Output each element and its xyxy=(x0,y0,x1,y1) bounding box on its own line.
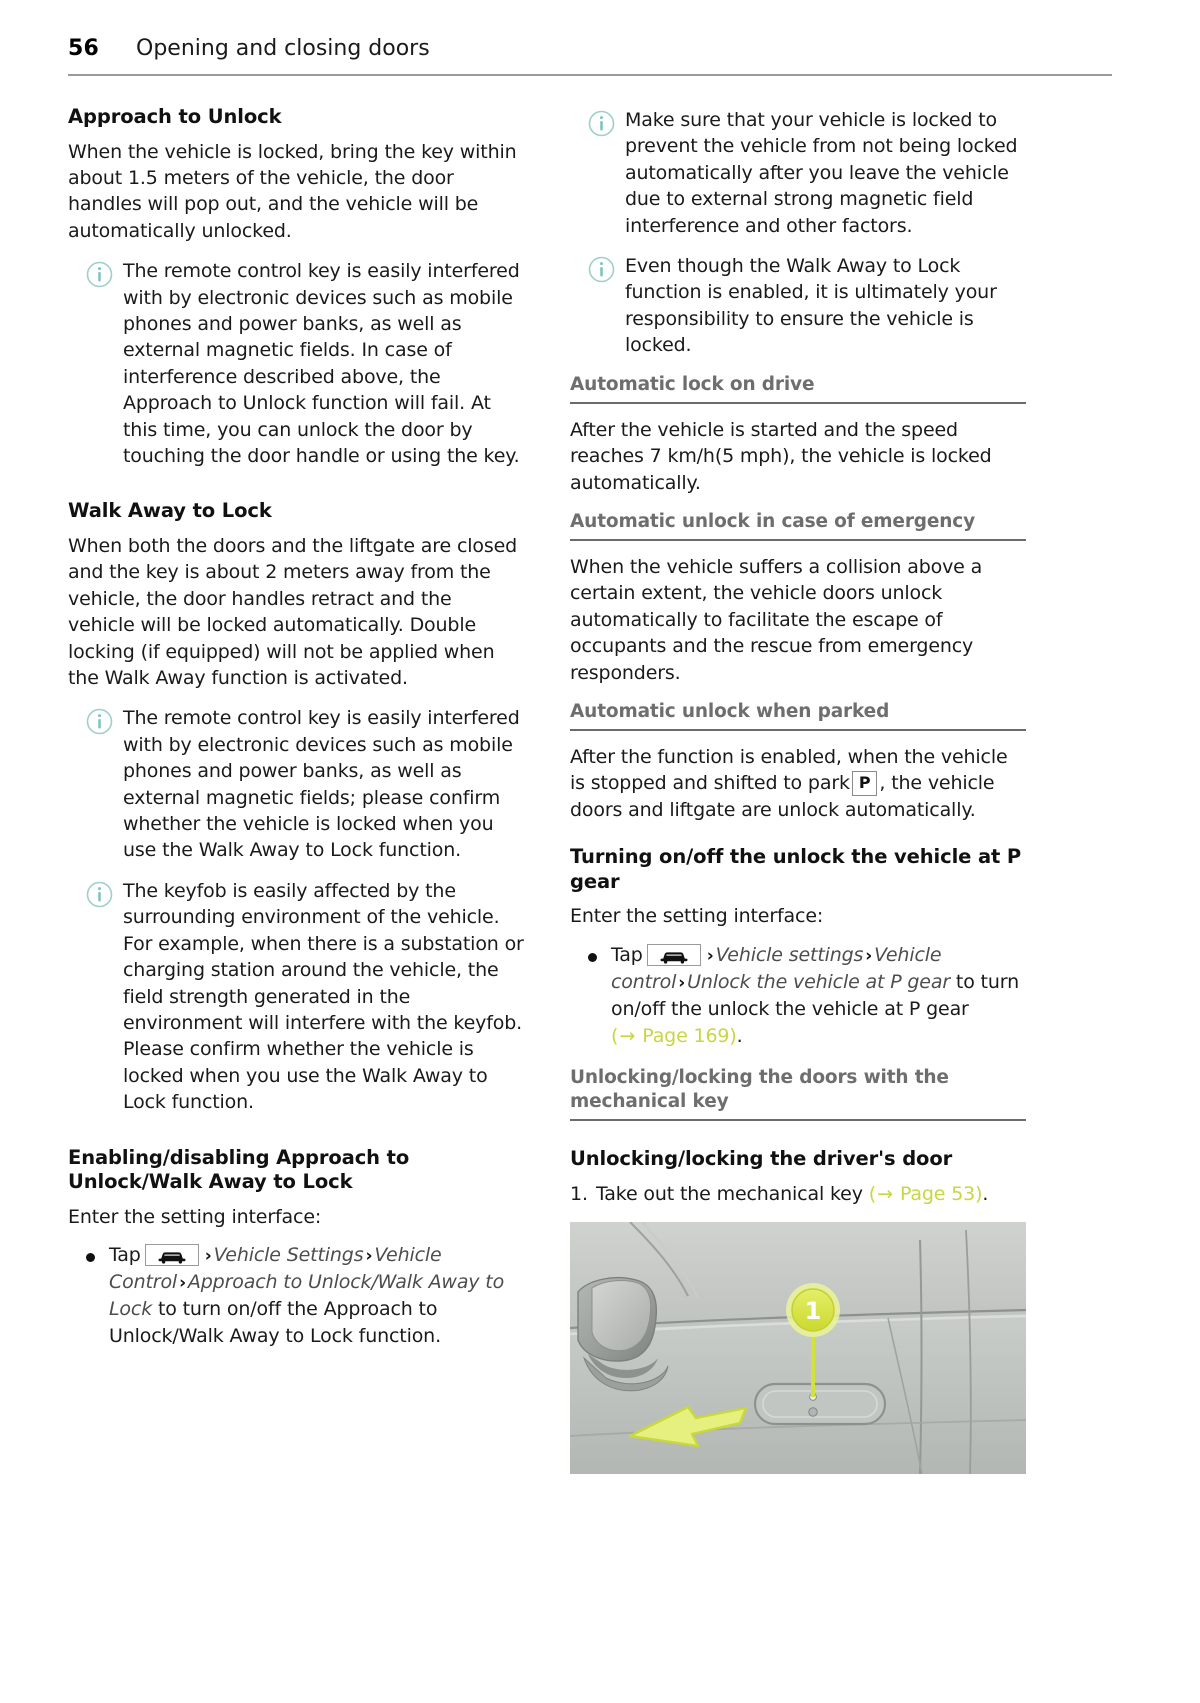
xref-arrow-icon: (→ xyxy=(611,1024,637,1047)
list-item xyxy=(570,1181,1026,1208)
info-note-right-2 xyxy=(588,253,1026,359)
heading-automatic-unlock-parked: Automatic unlock when parked xyxy=(570,700,1026,731)
step-text xyxy=(596,1181,1026,1208)
vehicle-settings-icon[interactable] xyxy=(647,944,701,966)
two-column-body xyxy=(68,105,1114,1474)
bullet-text xyxy=(109,1242,524,1350)
info-note-text: The remote control key is easily interfered with by electronic devices such as mobile phones and power banks, as well as external magnetic fields. In case of interference described above, the Approach to Unlock function will fail. At this time, you can unlock the door by touching the door handle or using the key. xyxy=(123,260,520,468)
paragraph-automatic-lock-on-drive: After the vehicle is started and the speed reaches 7 km/h(5 mph), the vehicle is locked automatically. xyxy=(570,418,992,494)
heading-enabling-disabling: Enabling/disabling Approach to Unlock/Walk Away to Lock xyxy=(68,1145,410,1194)
path-segment-3: Unlock the vehicle at P gear xyxy=(687,970,950,993)
park-gear-badge: P xyxy=(852,771,878,796)
info-note-text: The remote control key is easily interfered with by electronic devices such as mobile phones and power banks, as well as external magnetic fields; please confirm whether the vehicle is locked when you use the Walk Away to Lock function. xyxy=(123,707,520,862)
parked-text-b: , the vehicle doors and liftgate are unlock automatically. xyxy=(570,772,995,821)
heading-automatic-unlock-emergency: Automatic unlock in case of emergency xyxy=(570,510,1026,541)
page-title: Opening and closing doors xyxy=(136,36,430,61)
page-number: 56 xyxy=(68,36,100,61)
bullet-tail-text: to turn on/off the unlock the vehicle at P gear xyxy=(611,970,1019,1020)
heading-unlocking-drivers-door: Unlocking/locking the driver's door xyxy=(570,1146,953,1170)
bullet-list-left xyxy=(86,1242,524,1350)
heading-approach-to-unlock: Approach to Unlock xyxy=(68,105,282,128)
info-icon xyxy=(86,261,113,288)
paragraph-enter-setting-right: Enter the setting interface: xyxy=(570,905,824,928)
chevron-right-icon: › xyxy=(365,1246,373,1267)
bullet-dot-icon xyxy=(588,953,597,962)
step-text-a: Take out the mechanical key xyxy=(596,1183,869,1206)
info-note-approach xyxy=(86,258,524,469)
heading-mechanical-key: Unlocking/locking the doors with the mechanical key xyxy=(570,1066,1026,1121)
numbered-step-list xyxy=(570,1181,1026,1208)
chevron-right-icon: › xyxy=(706,945,714,966)
chevron-right-icon: › xyxy=(678,972,686,993)
xref-page-label: Page 53) xyxy=(899,1183,983,1206)
vehicle-settings-icon[interactable] xyxy=(145,1244,199,1266)
list-item xyxy=(588,942,1026,1050)
bullet-dot-icon xyxy=(86,1253,95,1262)
step-text-b: . xyxy=(982,1183,989,1206)
xref-page-label: Page 169) xyxy=(642,1024,737,1047)
chevron-right-icon: › xyxy=(204,1246,212,1267)
parked-text-a: After the function is enabled, when the vehicle is stopped and shifted to park xyxy=(570,746,1008,795)
chevron-right-icon: › xyxy=(865,945,873,966)
heading-automatic-lock-on-drive: Automatic lock on drive xyxy=(570,373,1026,404)
callout-label: 1 xyxy=(804,1297,822,1326)
path-segment-2: Vehicle control xyxy=(611,943,942,993)
paragraph-automatic-unlock-emergency: When the vehicle suffers a collision above a certain extent, the vehicle doors unlock automatically to facilitate the escape of occupants and the rescue from emergency responders. xyxy=(570,555,983,684)
callout-marker-1 xyxy=(786,1283,840,1337)
page-header xyxy=(68,36,1112,61)
path-segment-1: Vehicle settings xyxy=(715,943,864,966)
right-column xyxy=(570,105,1026,1474)
cross-reference-link[interactable] xyxy=(869,1183,983,1205)
bullet-tail-period: . xyxy=(736,1024,743,1047)
xref-arrow-icon: (→ xyxy=(868,1183,895,1206)
info-note-walkaway-2 xyxy=(86,878,524,1116)
heading-walk-away-to-lock: Walk Away to Lock xyxy=(68,499,272,523)
bullet-list-right xyxy=(588,942,1026,1050)
header-divider xyxy=(68,74,1112,76)
info-note-right-1 xyxy=(588,107,1026,239)
info-note-text: Even though the Walk Away to Lock function is enabled, it is ultimately your responsibility to ensure the vehicle is locked. xyxy=(625,255,997,357)
paragraph-automatic-unlock-parked xyxy=(570,744,1026,823)
tap-label: Tap xyxy=(109,1244,141,1267)
path-segment-2: Vehicle Control xyxy=(109,1244,442,1294)
info-note-walkaway-1 xyxy=(86,705,524,863)
paragraph-enter-setting-left: Enter the setting interface: xyxy=(68,1205,322,1228)
path-segment-1: Vehicle Settings xyxy=(213,1244,364,1267)
info-icon xyxy=(86,881,113,908)
path-segment-3: Approach to Unlock/Walk Away to Lock xyxy=(109,1271,505,1320)
driver-door-lock-illustration xyxy=(570,1222,1026,1474)
info-icon xyxy=(588,256,615,283)
tap-label: Tap xyxy=(611,943,643,966)
left-column xyxy=(68,105,524,1474)
info-icon xyxy=(86,708,113,735)
bullet-tail-text: to turn on/off the Approach to Unlock/Walk Away to Lock function. xyxy=(109,1298,441,1347)
door-handle xyxy=(755,1384,885,1424)
chevron-right-icon: › xyxy=(179,1273,186,1294)
paragraph-approach-body: When the vehicle is locked, bring the key within about 1.5 meters of the vehicle, the door handles will pop out, and the vehicle will be automatically unlocked. xyxy=(68,140,517,242)
cross-reference-link[interactable] xyxy=(611,1025,737,1047)
info-note-text: The keyfob is easily affected by the surrounding environment of the vehicle. For example, when there is a substation or charging station around the vehicle, the field strength generated in the environment will interfere with the keyfob. Please confirm whether the vehicle is locked when you use the Walk Away to Lock function. xyxy=(123,879,524,1114)
heading-turning-on-off-unlock-p-gear: Turning on/off the unlock the vehicle at P gear xyxy=(570,845,1022,893)
info-note-text: Make sure that your vehicle is locked to prevent the vehicle from not being locked automatically after you leave the vehicle due to external strong magnetic field interference and other factors. xyxy=(625,109,1018,237)
paragraph-walkaway-body: When both the doors and the liftgate are closed and the key is about 2 meters away from the vehicle, the door handles retract and the vehicle will be locked automatically. Double locking (if equipped) will not be applied when the Walk Away function is activated. xyxy=(68,535,518,690)
step-number: 1. xyxy=(570,1183,588,1206)
info-icon xyxy=(588,110,615,137)
list-item xyxy=(86,1242,524,1350)
bullet-text xyxy=(611,942,1026,1050)
